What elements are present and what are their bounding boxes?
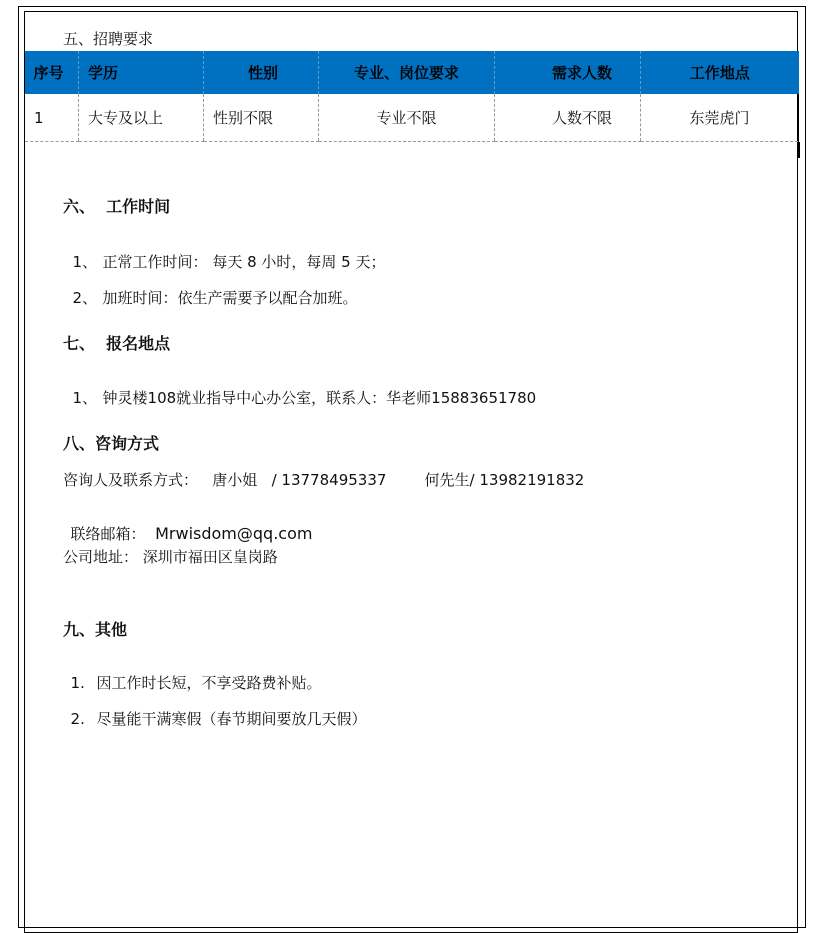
list-item	[61, 654, 322, 693]
item-text: 正常工作时间： 每天 8 小时，每周 5 天；	[102, 253, 386, 271]
section-5-title: 五、招聘要求	[63, 30, 154, 48]
list-item	[63, 369, 536, 408]
header-major: 专业、岗位要求	[319, 51, 495, 94]
header-index: 序号	[25, 51, 79, 94]
cell-headcount: 人数不限	[495, 94, 641, 142]
item-text: 尽量能干满寒假（春节期间要放几天假）	[96, 710, 367, 728]
cell-major: 专业不限	[319, 94, 495, 142]
item-number: 1、	[72, 253, 98, 271]
item-number: 1、	[72, 389, 98, 407]
section-9-title: 九、其他	[63, 620, 128, 639]
address-line: 公司地址： 深圳市福田区皇岗路	[63, 548, 278, 566]
table-row	[25, 94, 799, 142]
item-text: 钟灵楼108就业指导中心办公室，联系人：华老师15883651780	[102, 389, 537, 407]
list-item	[63, 269, 358, 308]
list-item	[63, 233, 385, 272]
contact-line: 咨询人及联系方式： 唐小姐 / 13778495337 何先生/ 13982191832	[63, 471, 585, 489]
header-headcount: 需求人数	[495, 51, 641, 94]
item-number: 2、	[72, 289, 98, 307]
list-item	[61, 690, 367, 729]
recruitment-requirements-table	[24, 51, 799, 142]
item-text: 因工作时长短，不享受路费补贴。	[96, 674, 322, 692]
header-education: 学历	[79, 51, 204, 94]
email-line	[61, 505, 312, 544]
header-location: 工作地点	[641, 51, 799, 94]
header-gender: 性别	[204, 51, 319, 94]
section-7-title: 七、 报名地点	[63, 334, 171, 353]
email-value: Mrwisdom@qq.com	[155, 524, 313, 543]
section-8-title: 八、咨询方式	[63, 434, 160, 453]
item-text: 加班时间：依生产需要予以配合加班。	[102, 289, 358, 307]
email-label: 联络邮箱：	[70, 525, 146, 543]
item-number: 2.	[70, 710, 85, 728]
cell-location: 东莞虎门	[641, 94, 799, 142]
item-number: 1.	[70, 674, 85, 692]
cell-gender: 性别不限	[204, 94, 319, 142]
cell-education: 大专及以上	[79, 94, 204, 142]
cell-index: 1	[25, 94, 79, 142]
table-end-marker	[797, 142, 800, 158]
table-header-row	[25, 51, 799, 94]
section-6-title: 六、 工作时间	[63, 197, 171, 216]
